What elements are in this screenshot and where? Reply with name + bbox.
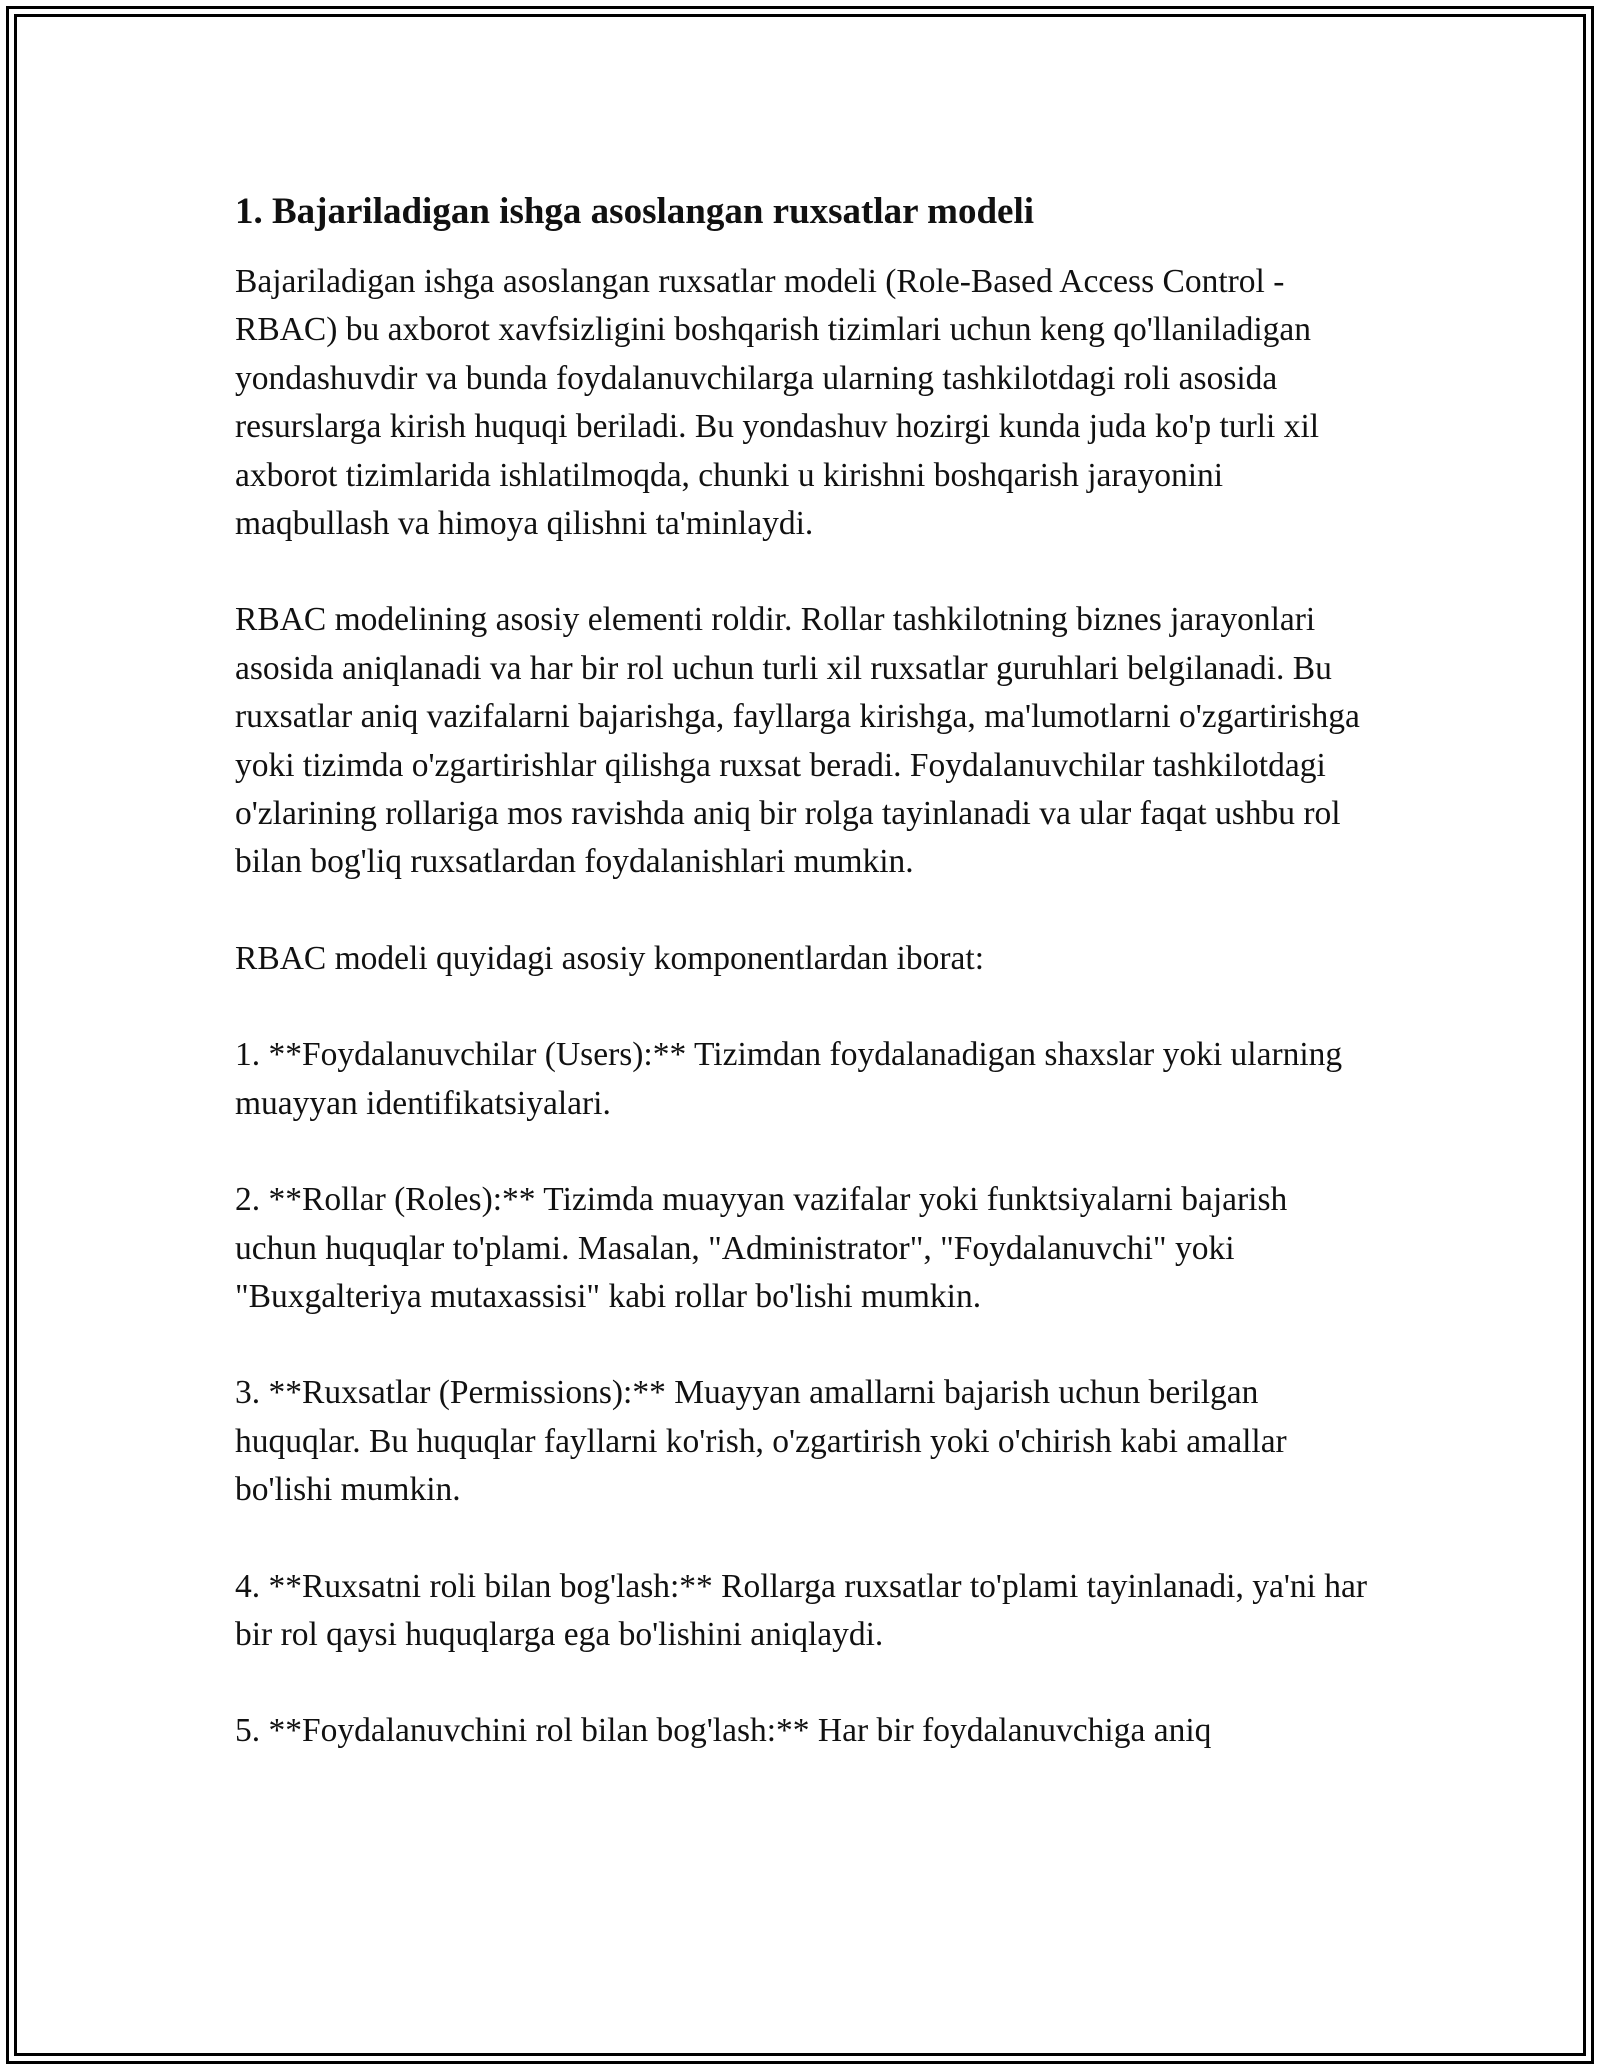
paragraph-roles: RBAC modelining asosiy elementi roldir. Rollar tashkilotning biznes jarayonlari asosida aniqlanadi va har bir rol uchun turli xil ruxsatlar guruhlari belgilanadi. Bu ruxsatlar aniq vazifalarni bajarishga, fayllarga kirishga, ma'lumotlarni o'zgartirishga yoki tizimda o'zgartirishlar qilishga ruxsat beradi. Foydalanuvchilar tashkilotdagi o'zlarining rollariga mos ravishda aniq bir rolga tayinlanadi va ular faqat ushbu rol bilan bog'liq ruxsatlardan foydalanishlari mumkin.	[235, 601, 1360, 881]
paragraph-components-intro: RBAC modeli quyidagi asosiy komponentlardan iborat:	[235, 939, 985, 977]
list-item-user-role-binding: 5. **Foydalanuvchini rol bilan bog'lash:** Har bir foydalanuvchiga aniq	[235, 1712, 1212, 1750]
list-item-roles: 2. **Rollar (Roles):** Tizimda muayyan vazifalar yoki funktsiyalarni bajarish uchun huquqlar to'plami. Masalan, "Administrator", "Foydalanuvchi" yoki "Buxgalteriya mutaxassisi" kabi rollar bo'lishi mumkin.	[235, 1181, 1288, 1315]
paragraph-intro: Bajariladigan ishga asoslangan ruxsatlar modeli (Role-Based Access Control - RBAC) bu axborot xavfsizligini boshqarish tizimlari uchun keng qo'llaniladigan yondashuvdir va bunda foydalanuvchilarga ularning tashkilotdagi roli asosida resurslarga kirish huquqi beriladi. Bu yondashuv hozirgi kunda juda ko'p turli xil axborot tizimlarida ishlatilmoqda, chunki u kirishni boshqarish jarayonini maqbullash va himoya qilishni ta'minlaydi.	[235, 263, 1320, 543]
list-item-permission-role-binding: 4. **Ruxsatni roli bilan bog'lash:** Rollarga ruxsatlar to'plami tayinlanadi, ya'ni har bir rol qaysi huquqlarga ega bo'lishini aniqlaydi.	[235, 1567, 1368, 1653]
document-title: 1. Bajariladigan ishga asoslangan ruxsatlar modeli	[235, 191, 1035, 232]
document-body	[235, 188, 1375, 1804]
list-item-users: 1. **Foydalanuvchilar (Users):** Tizimdan foydalanadigan shaxslar yoki ularning muayyan identifikatsiyalari.	[235, 1036, 1343, 1122]
list-item-permissions: 3. **Ruxsatlar (Permissions):** Muayyan amallarni bajarish uchun berilgan huquqlar. Bu huquqlar fayllarni ko'rish, o'zgartirish yoki o'chirish kabi amallar bo'lishi mumkin.	[235, 1374, 1287, 1509]
